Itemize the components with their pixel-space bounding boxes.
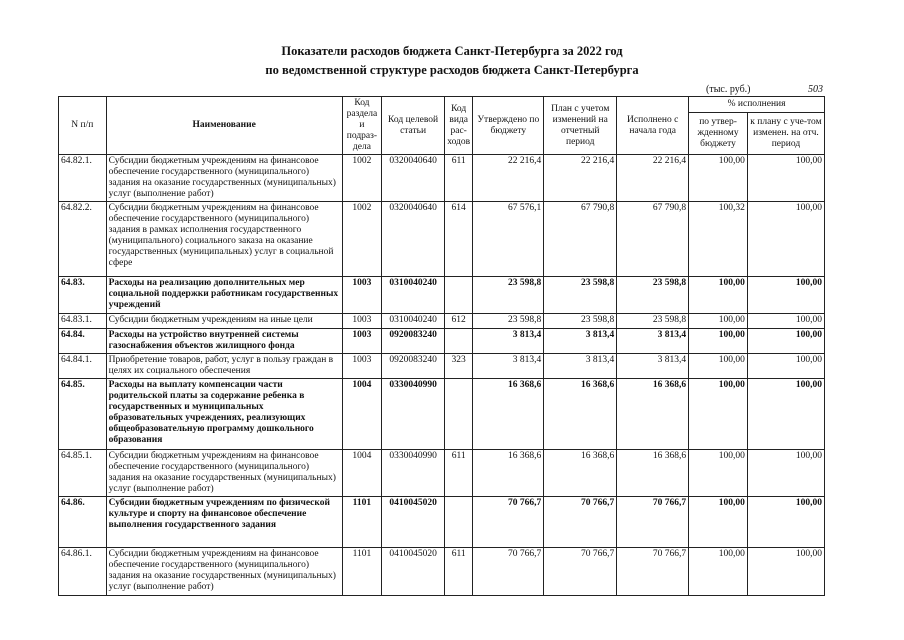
row-number: 64.85.1. (59, 450, 107, 497)
table-row (59, 314, 825, 329)
row-plan: 3 813,4 (544, 329, 617, 354)
row-name: Субсидии бюджетным учреждениям на финансовое обеспечение государственного (муниципального) задания на оказание государственных (муниципальных) услуг (выполнение работ) (106, 155, 342, 202)
row-number: 64.82.1. (59, 155, 107, 202)
row-pct-budget: 100,00 (689, 277, 748, 314)
row-expense-type-code: 611 (444, 450, 472, 497)
row-executed: 23 598,8 (617, 277, 689, 314)
table-row (59, 277, 825, 314)
row-approved: 16 368,6 (473, 379, 544, 450)
row-approved: 22 216,4 (473, 155, 544, 202)
row-expense-type-code: 614 (444, 202, 472, 277)
header-num: N п/п (59, 97, 107, 155)
header-percent: % исполнения (689, 97, 825, 113)
row-executed: 70 766,7 (617, 548, 689, 596)
row-name: Приобретение товаров, работ, услуг в пользу граждан в целях их социального обеспечения (106, 354, 342, 379)
row-pct-plan: 100,00 (747, 450, 824, 497)
row-target-code: 0330040990 (382, 379, 445, 450)
row-number: 64.85. (59, 379, 107, 450)
row-expense-type-code: 611 (444, 548, 472, 596)
table-row (59, 155, 825, 202)
header-executed: Исполнено с начала года (617, 97, 689, 155)
row-plan: 23 598,8 (544, 314, 617, 329)
row-pct-plan: 100,00 (747, 314, 824, 329)
row-section-code: 1002 (342, 155, 382, 202)
row-name: Субсидии бюджетным учреждениям на финансовое обеспечение государственного (муниципального) задания на оказание государственных (муниципальных) услуг (выполнение работ) (106, 548, 342, 596)
row-pct-plan: 100,00 (747, 379, 824, 450)
row-pct-plan: 100,00 (747, 497, 824, 548)
row-section-code: 1003 (342, 314, 382, 329)
row-approved: 67 576,1 (473, 202, 544, 277)
row-plan: 3 813,4 (544, 354, 617, 379)
row-target-code: 0920083240 (382, 354, 445, 379)
row-expense-type-code (444, 329, 472, 354)
units-label: (тыс. руб.) (706, 84, 751, 95)
header-pct-plan: к плану с уче-том изменен. на отч. период (747, 112, 824, 154)
row-expense-type-code: 611 (444, 155, 472, 202)
row-pct-plan: 100,00 (747, 155, 824, 202)
row-expense-type-code (444, 277, 472, 314)
row-target-code: 0410045020 (382, 497, 445, 548)
row-number: 64.82.2. (59, 202, 107, 277)
row-number: 64.86.1. (59, 548, 107, 596)
row-pct-plan: 100,00 (747, 354, 824, 379)
table-row (59, 497, 825, 548)
header-plan: План с учетом изменений на отчетный период (544, 97, 617, 155)
row-section-code: 1003 (342, 329, 382, 354)
row-name: Субсидии бюджетным учреждениям на финансовое обеспечение государственного (муниципального) задания в рамках исполнения государственного (муниципального) социального заказа на оказание государственных (муниципальных) услуг в социальной сфере (106, 202, 342, 277)
row-section-code: 1004 (342, 379, 382, 450)
row-number: 64.84.1. (59, 354, 107, 379)
row-name: Расходы на реализацию дополнительных мер социальной поддержки работникам государственных учреждений (106, 277, 342, 314)
row-target-code: 0330040990 (382, 450, 445, 497)
report-title-line2: по ведомственной структуре расходов бюджета Санкт-Петербурга (265, 63, 639, 77)
row-pct-budget: 100,00 (689, 314, 748, 329)
row-name: Субсидии бюджетным учреждениям на финансовое обеспечение государственного (муниципального) задания на оказание государственных (муниципальных) услуг (выполнение работ) (106, 450, 342, 497)
row-section-code: 1101 (342, 548, 382, 596)
row-executed: 22 216,4 (617, 155, 689, 202)
row-pct-budget: 100,00 (689, 548, 748, 596)
row-plan: 23 598,8 (544, 277, 617, 314)
header-name: Наименование (106, 97, 342, 155)
row-executed: 3 813,4 (617, 354, 689, 379)
header-target-code: Код целевой статьи (382, 97, 445, 155)
row-pct-budget: 100,00 (689, 497, 748, 548)
row-target-code: 0320040640 (382, 155, 445, 202)
table-row (59, 379, 825, 450)
row-approved: 23 598,8 (473, 314, 544, 329)
header-pct-budget: по утвер-жденному бюджету (689, 112, 748, 154)
row-target-code: 0320040640 (382, 202, 445, 277)
row-plan: 16 368,6 (544, 379, 617, 450)
row-pct-budget: 100,00 (689, 379, 748, 450)
table-row (59, 354, 825, 379)
row-executed: 23 598,8 (617, 314, 689, 329)
row-plan: 70 766,7 (544, 548, 617, 596)
row-name: Субсидии бюджетным учреждениям на иные цели (106, 314, 342, 329)
header-expense-type-code: Код вида рас-ходов (444, 97, 472, 155)
row-number: 64.83.1. (59, 314, 107, 329)
table-row (59, 202, 825, 277)
row-plan: 16 368,6 (544, 450, 617, 497)
report-title-line1: Показатели расходов бюджета Санкт-Петербурга за 2022 год (281, 44, 623, 58)
row-target-code: 0310040240 (382, 277, 445, 314)
header-section-code: Код раздела и подраз-дела (342, 97, 382, 155)
table-row (59, 548, 825, 596)
row-pct-plan: 100,00 (747, 548, 824, 596)
row-pct-plan: 100,00 (747, 329, 824, 354)
row-expense-type-code (444, 497, 472, 548)
row-pct-budget: 100,00 (689, 354, 748, 379)
row-plan: 22 216,4 (544, 155, 617, 202)
row-number: 64.83. (59, 277, 107, 314)
row-expense-type-code (444, 379, 472, 450)
row-pct-plan: 100,00 (747, 202, 824, 277)
row-section-code: 1003 (342, 354, 382, 379)
row-plan: 67 790,8 (544, 202, 617, 277)
row-section-code: 1002 (342, 202, 382, 277)
row-pct-budget: 100,32 (689, 202, 748, 277)
row-approved: 3 813,4 (473, 329, 544, 354)
row-name: Расходы на выплату компенсации части родительской платы за содержание ребенка в государственных и муниципальных образовательных учреждениях, реализующих общеобразовательную программу дошкольного образования (106, 379, 342, 450)
table-row (59, 450, 825, 497)
row-approved: 70 766,7 (473, 548, 544, 596)
row-approved: 16 368,6 (473, 450, 544, 497)
row-plan: 70 766,7 (544, 497, 617, 548)
row-name: Расходы на устройство внутренней системы газоснабжения объектов жилищного фонда (106, 329, 342, 354)
row-pct-budget: 100,00 (689, 329, 748, 354)
header-approved: Утверждено по бюджету (473, 97, 544, 155)
row-executed: 3 813,4 (617, 329, 689, 354)
row-target-code: 0310040240 (382, 314, 445, 329)
expenditure-table (58, 96, 825, 596)
row-expense-type-code: 323 (444, 354, 472, 379)
page-number: 503 (808, 84, 823, 95)
row-section-code: 1004 (342, 450, 382, 497)
row-approved: 3 813,4 (473, 354, 544, 379)
row-target-code: 0410045020 (382, 548, 445, 596)
row-pct-plan: 100,00 (747, 277, 824, 314)
row-executed: 67 790,8 (617, 202, 689, 277)
row-executed: 16 368,6 (617, 450, 689, 497)
row-name: Субсидии бюджетным учреждениям по физической культуре и спорту на финансовое обеспечение выполнения государственного задания (106, 497, 342, 548)
row-number: 64.86. (59, 497, 107, 548)
row-target-code: 0920083240 (382, 329, 445, 354)
table-row (59, 329, 825, 354)
row-executed: 16 368,6 (617, 379, 689, 450)
row-pct-budget: 100,00 (689, 450, 748, 497)
row-approved: 23 598,8 (473, 277, 544, 314)
row-expense-type-code: 612 (444, 314, 472, 329)
row-number: 64.84. (59, 329, 107, 354)
row-section-code: 1003 (342, 277, 382, 314)
row-section-code: 1101 (342, 497, 382, 548)
row-approved: 70 766,7 (473, 497, 544, 548)
row-executed: 70 766,7 (617, 497, 689, 548)
row-pct-budget: 100,00 (689, 155, 748, 202)
